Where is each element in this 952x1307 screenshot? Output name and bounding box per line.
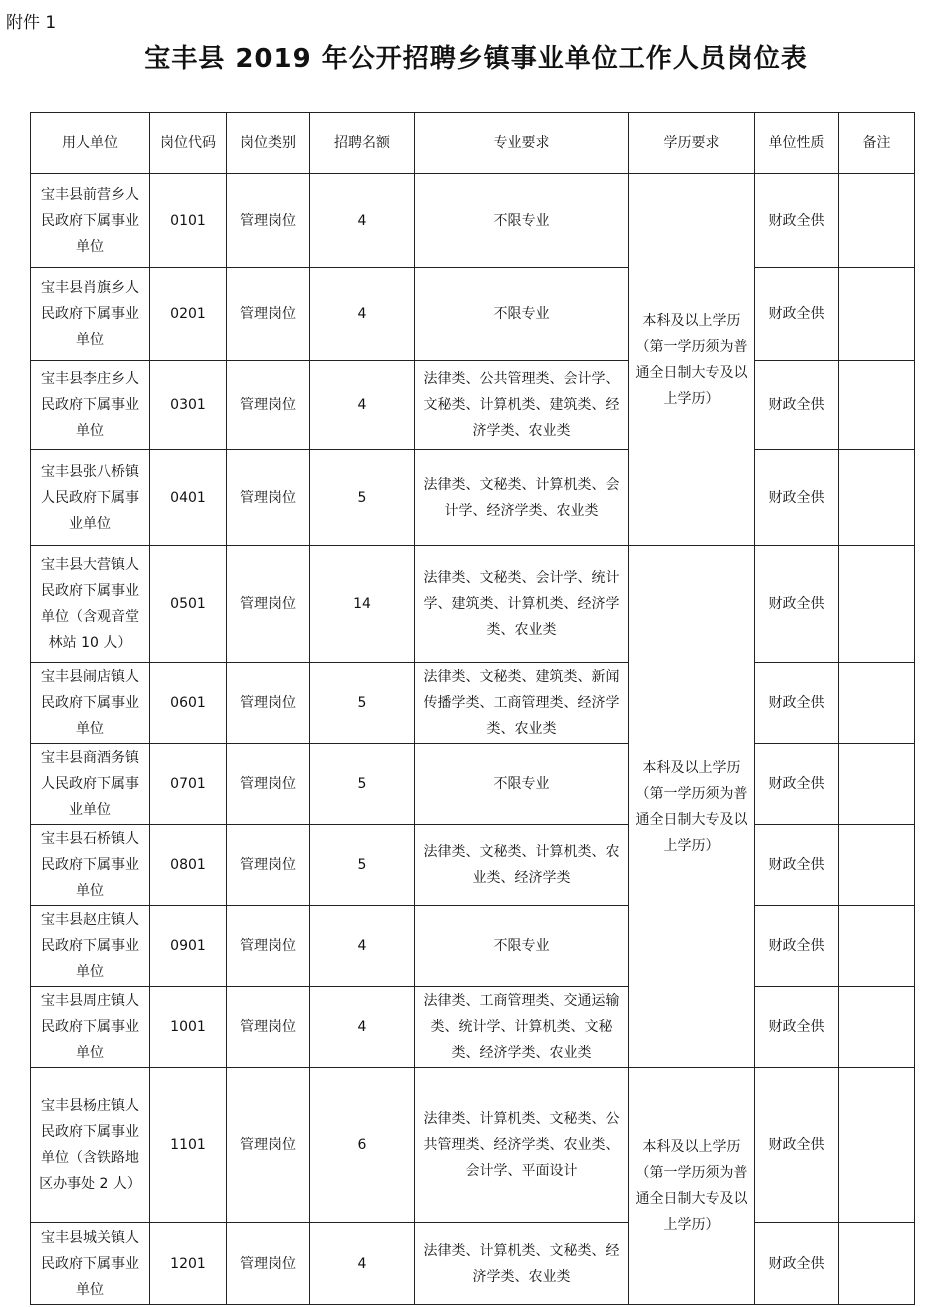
quota-cell: 5 [310,825,415,906]
major-cell: 法律类、文秘类、会计学、统计学、建筑类、计算机类、经济学类、农业类 [415,546,629,663]
remark-cell [839,663,915,744]
unit-cell: 宝丰县李庄乡人民政府下属事业单位 [31,361,150,450]
table-row [31,361,915,450]
unit-cell: 宝丰县商酒务镇人民政府下属事业单位 [31,744,150,825]
category-cell: 管理岗位 [227,744,310,825]
category-cell: 管理岗位 [227,987,310,1068]
unit-cell: 宝丰县赵庄镇人民政府下属事业单位 [31,906,150,987]
quota-cell: 6 [310,1068,415,1223]
major-cell: 法律类、工商管理类、交通运输类、统计学、计算机类、文秘类、经济学类、农业类 [415,987,629,1068]
education-cell: 本科及以上学历（第一学历须为普通全日制大专及以上学历） [629,1068,755,1305]
unit-cell: 宝丰县杨庄镇人民政府下属事业单位（含铁路地区办事处 2 人） [31,1068,150,1223]
remark-cell [839,825,915,906]
code-cell: 0701 [150,744,227,825]
header-major: 专业要求 [415,113,629,174]
attachment-label: 附件 1 [6,13,57,33]
unit-cell: 宝丰县城关镇人民政府下属事业单位 [31,1223,150,1305]
code-cell: 0501 [150,546,227,663]
code-cell: 0101 [150,174,227,268]
unit-cell: 宝丰县大营镇人民政府下属事业单位（含观音堂林站 10 人） [31,546,150,663]
unit-cell: 宝丰县张八桥镇人民政府下属事业单位 [31,450,150,546]
table-row [31,546,915,663]
code-cell: 1001 [150,987,227,1068]
quota-cell: 4 [310,174,415,268]
major-cell: 法律类、文秘类、建筑类、新闻传播学类、工商管理类、经济学类、农业类 [415,663,629,744]
major-cell: 不限专业 [415,906,629,987]
table-row [31,825,915,906]
quota-cell: 4 [310,361,415,450]
job-table [30,112,915,1305]
unit-cell: 宝丰县石桥镇人民政府下属事业单位 [31,825,150,906]
major-cell: 法律类、计算机类、文秘类、经济学类、农业类 [415,1223,629,1305]
category-cell: 管理岗位 [227,906,310,987]
header-row [31,113,915,174]
remark-cell [839,450,915,546]
code-cell: 0401 [150,450,227,546]
table-row [31,663,915,744]
major-cell: 法律类、公共管理类、会计学、文秘类、计算机类、建筑类、经济学类、农业类 [415,361,629,450]
code-cell: 0801 [150,825,227,906]
major-cell: 法律类、文秘类、计算机类、农业类、经济学类 [415,825,629,906]
quota-cell: 5 [310,744,415,825]
header-remark: 备注 [839,113,915,174]
nature-cell: 财政全供 [755,825,839,906]
code-cell: 0201 [150,268,227,361]
header-nature: 单位性质 [755,113,839,174]
category-cell: 管理岗位 [227,361,310,450]
category-cell: 管理岗位 [227,1223,310,1305]
header-education: 学历要求 [629,113,755,174]
header-unit: 用人单位 [31,113,150,174]
code-cell: 0601 [150,663,227,744]
remark-cell [839,268,915,361]
major-cell: 法律类、文秘类、计算机类、会计学、经济学类、农业类 [415,450,629,546]
code-cell: 1101 [150,1068,227,1223]
unit-cell: 宝丰县肖旗乡人民政府下属事业单位 [31,268,150,361]
nature-cell: 财政全供 [755,268,839,361]
header-quota: 招聘名额 [310,113,415,174]
nature-cell: 财政全供 [755,1223,839,1305]
unit-cell: 宝丰县闹店镇人民政府下属事业单位 [31,663,150,744]
quota-cell: 5 [310,450,415,546]
table-row [31,1223,915,1305]
table-row [31,174,915,268]
category-cell: 管理岗位 [227,174,310,268]
remark-cell [839,906,915,987]
quota-cell: 4 [310,987,415,1068]
category-cell: 管理岗位 [227,663,310,744]
nature-cell: 财政全供 [755,546,839,663]
category-cell: 管理岗位 [227,268,310,361]
quota-cell: 14 [310,546,415,663]
code-cell: 0301 [150,361,227,450]
category-cell: 管理岗位 [227,1068,310,1223]
education-cell: 本科及以上学历（第一学历须为普通全日制大专及以上学历） [629,174,755,546]
header-code: 岗位代码 [150,113,227,174]
major-cell: 不限专业 [415,174,629,268]
nature-cell: 财政全供 [755,361,839,450]
category-cell: 管理岗位 [227,546,310,663]
major-cell: 法律类、计算机类、文秘类、公共管理类、经济学类、农业类、会计学、平面设计 [415,1068,629,1223]
quota-cell: 4 [310,1223,415,1305]
remark-cell [839,546,915,663]
table-row [31,1068,915,1223]
nature-cell: 财政全供 [755,663,839,744]
quota-cell: 4 [310,906,415,987]
table-row [31,906,915,987]
table-row [31,744,915,825]
unit-cell: 宝丰县前营乡人民政府下属事业单位 [31,174,150,268]
remark-cell [839,361,915,450]
remark-cell [839,174,915,268]
category-cell: 管理岗位 [227,450,310,546]
remark-cell [839,1223,915,1305]
education-cell: 本科及以上学历（第一学历须为普通全日制大专及以上学历） [629,546,755,1068]
remark-cell [839,987,915,1068]
table-row [31,268,915,361]
nature-cell: 财政全供 [755,174,839,268]
page-title: 宝丰县 2019 年公开招聘乡镇事业单位工作人员岗位表 [144,44,808,74]
category-cell: 管理岗位 [227,825,310,906]
nature-cell: 财政全供 [755,450,839,546]
nature-cell: 财政全供 [755,987,839,1068]
quota-cell: 5 [310,663,415,744]
unit-cell: 宝丰县周庄镇人民政府下属事业单位 [31,987,150,1068]
table-row [31,987,915,1068]
nature-cell: 财政全供 [755,1068,839,1223]
nature-cell: 财政全供 [755,906,839,987]
remark-cell [839,1068,915,1223]
code-cell: 0901 [150,906,227,987]
table-row [31,450,915,546]
header-category: 岗位类别 [227,113,310,174]
quota-cell: 4 [310,268,415,361]
major-cell: 不限专业 [415,268,629,361]
remark-cell [839,744,915,825]
major-cell: 不限专业 [415,744,629,825]
code-cell: 1201 [150,1223,227,1305]
nature-cell: 财政全供 [755,744,839,825]
